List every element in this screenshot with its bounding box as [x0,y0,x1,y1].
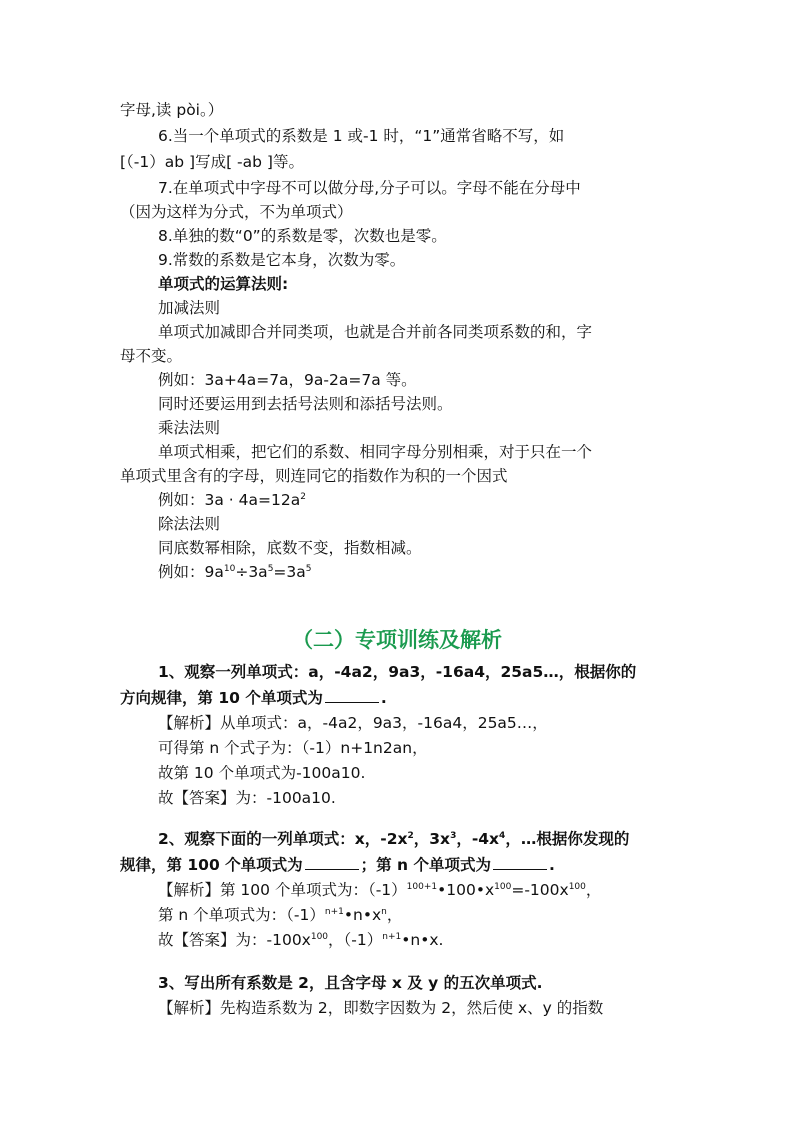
q2a3-part: ，（-1） [328,931,383,949]
q1-stem-b [120,686,387,708]
q2-stem-end: . [548,856,555,874]
q2a2-part: ， [386,906,403,924]
q2-answer-blank-1 [305,855,359,870]
q2-stem-b [120,853,555,875]
q2-stem-part: ，…根据你发现的 [505,830,630,848]
q2a3-part: 故【答案】为：-100x [158,931,311,949]
q2-stem-exp: 4 [499,831,506,841]
div-rule-example [158,560,312,582]
q1-analysis-1: 【解析】从单项式：a，-4a2，9a3，-16a4，25a5…， [158,714,548,732]
q2-answer [158,928,443,950]
q2a1-part: 【解析】第 100 个单项式为：（-1） [158,881,407,899]
q2-analysis-1 [158,878,601,900]
div-ex-exp: 5 [267,564,274,574]
q2a2-exp: n+1 [324,907,344,917]
q1-analysis-2: 可得第 n 个式子为：（-1）n+1n2an， [158,739,428,757]
mul-example-text: 例如：3a · 4a=12a [158,491,301,509]
add-rule-title: 加减法则 [158,299,221,317]
add-rule-desc-a: 单项式加减即合并同类项，也就是合并前各同类项系数的和，字 [158,323,593,341]
q1-analysis-3: 故第 10 个单项式为-100a10. [158,764,366,782]
q2a2-part: •n•x [343,906,382,924]
q1-answer-blank [325,688,379,703]
q2-stem-part: 2、观察下面的一列单项式：x，-2x [158,830,408,848]
q1-stem-end: . [380,689,387,707]
mul-rule-example [158,488,306,510]
q2-stem-exp: 3 [450,831,457,841]
q2a1-part: •100•x [437,881,495,899]
q2a1-exp: 100 [494,882,512,892]
div-ex-part: =3a [273,563,306,581]
mul-rule-desc-b: 单项式里含有的字母，则连同它的指数作为积的一个因式 [120,467,508,485]
mul-rule-desc-a: 单项式相乘，把它们的系数、相同字母分别相乘，对于只在一个 [158,443,593,461]
q1-stem-text: 方向规律，第 10 个单项式为 [120,689,323,707]
rule-9: 9.常数的系数是它本身，次数为零。 [158,251,406,269]
div-ex-exp: 5 [305,564,312,574]
q1-answer: 故【答案】为：-100a10. [158,789,336,807]
div-ex-part: 例如：9a [158,563,224,581]
q1-stem-a: 1、观察一列单项式：a，-4a2，9a3，-16a4，25a5…，根据你的 [158,663,637,681]
rule-7-line-b: （因为这样为分式，不为单项式） [120,203,353,221]
q2-stem-a [158,827,629,849]
mul-example-exponent: 2 [300,492,306,502]
q2-answer-blank-2 [493,855,547,870]
rule-6-line-a: 6.当一个单项式的系数是 1 或-1 时，“1”通常省略不写，如 [158,127,565,145]
add-rule-example: 例如：3a+4a=7a，9a-2a=7a 等。 [158,371,417,389]
q2a3-part: •n•x. [401,931,444,949]
q2-stem-part: ；第 n 个单项式为 [360,856,491,874]
q3-analysis-1: 【解析】先构造系数为 2，即数字因数为 2，然后使 x、y 的指数 [158,999,604,1017]
rule-6-line-b: [（-1）ab ]写成[ -ab ]等。 [120,153,304,171]
q2a1-part: =-100x [511,881,569,899]
q2-analysis-2 [158,903,402,925]
q2-stem-part: ，3x [413,830,451,848]
rule-8: 8.单独的数“0”的系数是零，次数也是零。 [158,227,447,245]
section-title: （二）专项训练及解析 [292,628,502,652]
add-rule-note: 同时还要运用到去括号法则和添括号法则。 [158,395,453,413]
q2-stem-exp: 2 [407,831,414,841]
q2a3-exp: n+1 [382,932,402,942]
add-rule-desc-b: 母不变。 [120,347,183,365]
div-ex-exp: 10 [223,564,236,574]
div-rule-desc: 同底数幂相除，底数不变，指数相减。 [158,539,422,557]
q2a1-part: ， [585,881,602,899]
q2-stem-part: ，-4x [456,830,500,848]
q3-stem: 3、写出所有系数是 2，且含字母 x 及 y 的五次单项式. [158,974,543,992]
q2a2-exp: n [381,907,387,917]
div-rule-title: 除法法则 [158,515,221,533]
q2a1-exp: 100+1 [406,882,438,892]
rule-7-line-a: 7.在单项式中字母不可以做分母,分子可以。字母不能在分母中 [158,179,581,197]
rules-heading: 单项式的运算法则: [158,275,289,293]
q2a1-exp: 100 [568,882,586,892]
q2-stem-part: 规律，第 100 个单项式为 [120,856,303,874]
q2a3-exp: 100 [310,932,329,942]
div-ex-part: ÷3a [235,563,268,581]
intro-line-continuation: 字母,读 pòi。） [120,101,224,119]
mul-rule-title: 乘法法则 [158,419,221,437]
q2a2-part: 第 n 个单项式为：（-1） [158,906,325,924]
